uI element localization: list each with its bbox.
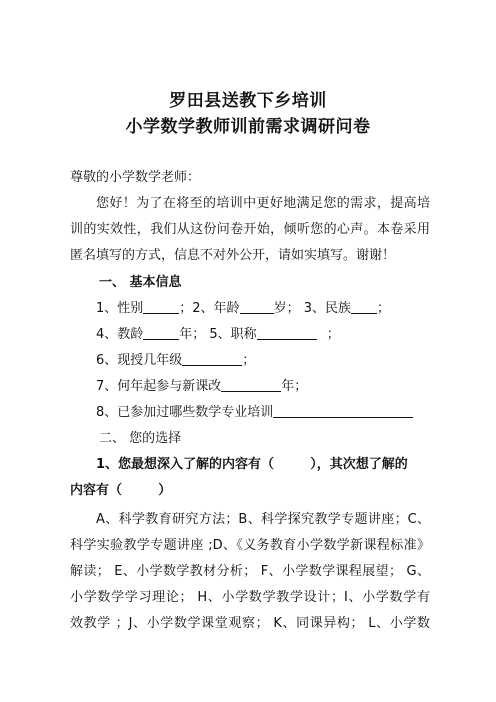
teaching-years-label: 4、教龄 [96,327,144,342]
grade-label: 6、现授几年级 [96,353,183,368]
training-blank[interactable] [273,403,413,418]
ethnicity-label: 岁； 3、民族 [273,301,351,316]
age-blank[interactable] [240,299,274,314]
question1-line1: 1、您最想深入了解的内容有（ ），其次想了解的 [96,457,408,472]
option-line-5: 效教学 ；J、小学数学课堂观察； K、同课异构； L、小学数 [70,616,430,631]
title-label: 年； 5、职称 [179,327,257,342]
row1-end: ； [376,301,390,316]
option-line-1: A、科学教育研究方法；B、科学探究教学专题讲座；C、 [96,512,430,527]
basic-info-row-2 [96,325,456,345]
section2-heading: 二、 您的选择 [99,431,182,446]
reform-year-blank[interactable] [221,377,281,392]
option-line-2: 科学实验教学专题讲座 ;D、《义务教育小学数学新课程标准》 [70,538,430,553]
training-label: 8、已参加过哪些数学专业培训 [96,405,274,420]
row3-end: ； [242,353,256,368]
basic-info-row-3 [96,351,456,371]
intro-line-3: 匿名填写的方式，信息不对外公开，请如实填写。谢谢！ [70,248,396,263]
greeting: 尊敬的小学数学老师： [70,170,201,185]
gender-label: 1、性别 [96,301,144,316]
basic-info-row-1 [96,299,456,319]
basic-info-row-4 [96,377,456,397]
option-line-4: 小学数学学习理论； H、小学数学教学设计；I、小学数学有 [70,590,430,605]
section1-heading: 一、 基本信息 [99,275,182,290]
row2-end: ； [326,327,340,342]
intro-line-1: 您好！为了在将至的培训中更好地满足您的需求，提高培 [96,196,430,211]
ethnicity-blank[interactable] [351,299,377,314]
intro-line-2: 训的实效性，我们从这份问卷开始，倾听您的心声。本卷采用 [70,222,430,237]
document-title-line1: 罗田县送教下乡培训 [169,91,327,111]
option-line-3: 解读； E、小学数学教材分析； F、小学数学课程展望； G、 [70,564,430,579]
teaching-years-blank[interactable] [143,325,179,340]
title-blank[interactable] [257,325,317,340]
question1-line2: 内容有（ ） [70,483,172,498]
row4-end: 年； [281,379,308,394]
basic-info-row-5 [96,403,456,423]
grade-blank[interactable] [182,351,242,366]
document-title-line2: 小学数学教师训前需求调研问卷 [125,117,371,137]
age-label: ；2、年龄 [179,301,240,316]
reform-year-label: 7、何年起参与新课改 [96,379,222,394]
gender-blank[interactable] [143,299,179,314]
